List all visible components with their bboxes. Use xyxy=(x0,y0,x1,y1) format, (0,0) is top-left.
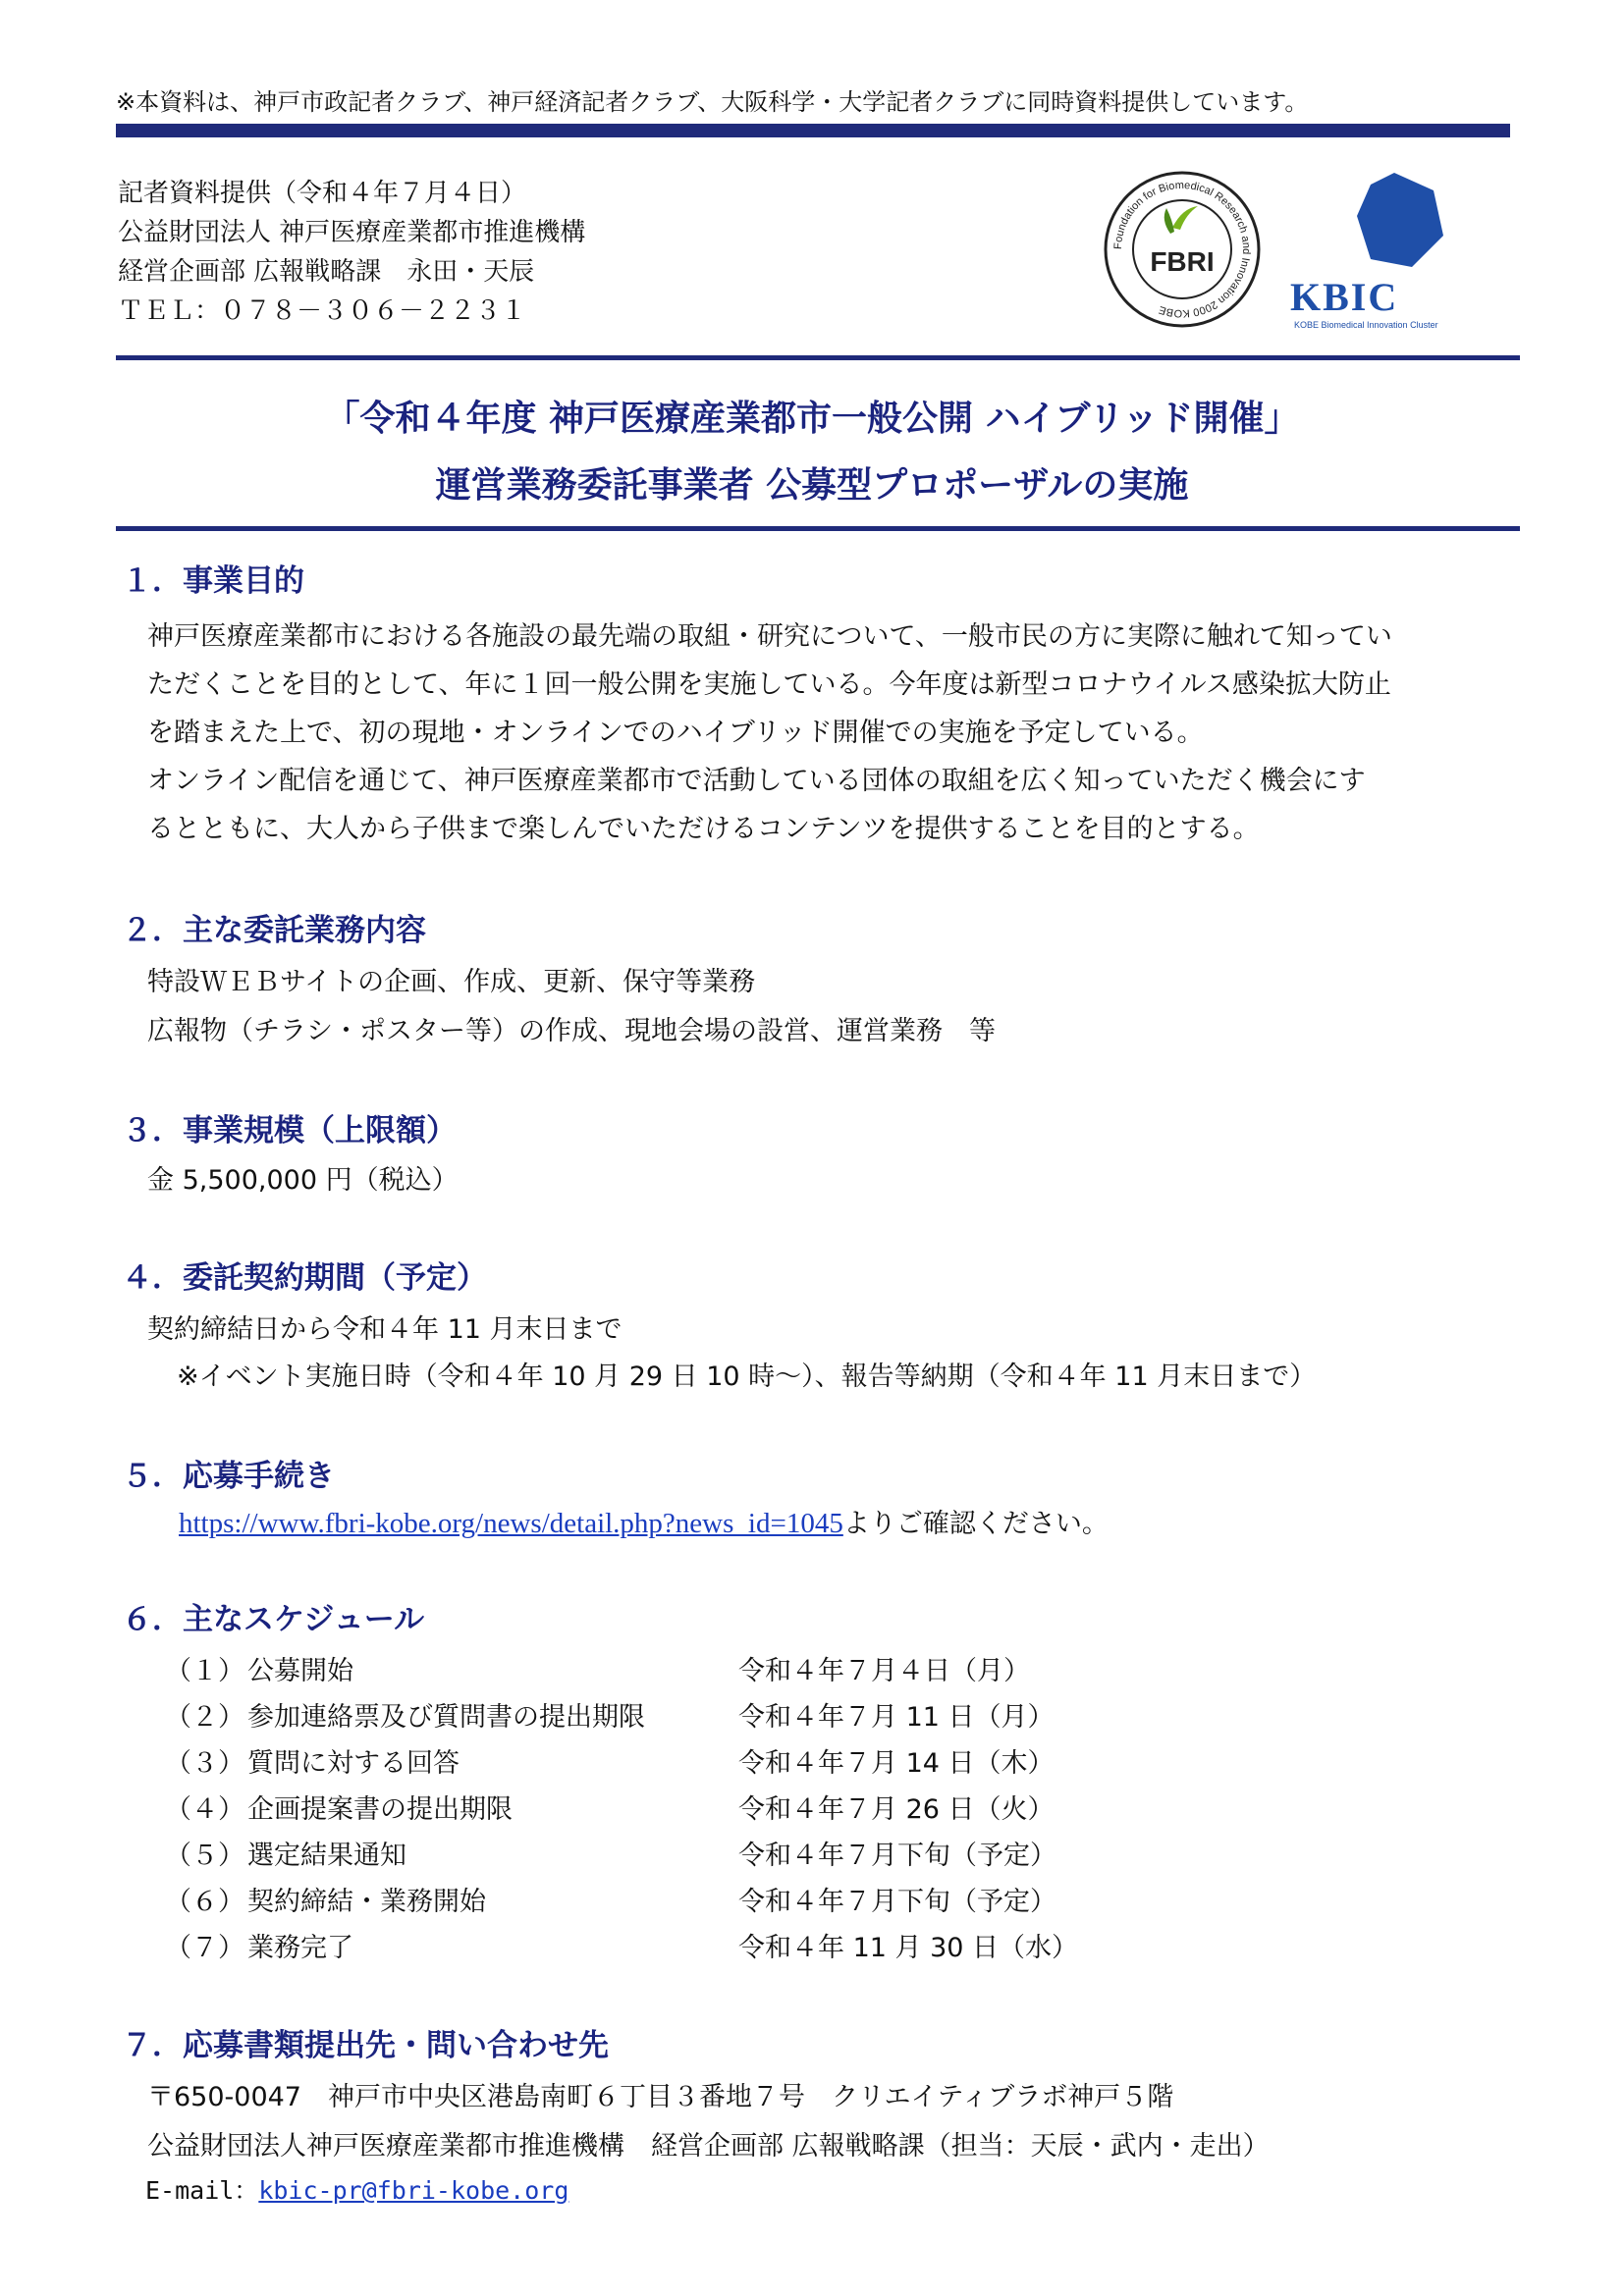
schedule-row-item: 公募開始 xyxy=(247,1656,353,1686)
contact-email-line xyxy=(145,2171,568,2207)
schedule-row-item: 選定結果通知 xyxy=(247,1841,406,1871)
title-bottom-rule xyxy=(116,526,1520,531)
section-1-line: を踏まえた上で、初の現地・オンラインでのハイブリッド開催での実施を予定している。 xyxy=(147,718,1204,748)
section-6-heading: ６．主なスケジュール xyxy=(122,1602,425,1637)
contract-period: 契約締結日から令和４年 11 月末日まで xyxy=(147,1314,623,1345)
schedule-row-date: 令和４年７月下旬（予定） xyxy=(738,1841,1056,1871)
document-title-line1: 「令和４年度 神戸医療産業都市一般公開 ハイブリッド開催」 xyxy=(324,399,1300,439)
schedule-row-item: 契約締結・業務開始 xyxy=(247,1887,486,1917)
section-2-heading: ２．主な委託業務内容 xyxy=(122,913,426,948)
schedule-row-num: （５） xyxy=(165,1841,244,1871)
schedule-row-item: 質問に対する回答 xyxy=(247,1748,460,1779)
schedule-row-num: （４） xyxy=(165,1794,244,1825)
schedule-row-num: （３） xyxy=(165,1748,244,1779)
contact-line-date: 記者資料提供（令和４年７月４日） xyxy=(118,179,527,208)
contact-line-org: 公益財団法人 神戸医療産業都市推進機構 xyxy=(118,218,586,247)
section-1-line: オンライン配信を通じて、神戸医療産業都市で活動している団体の取組を広く知っていただく機会にす xyxy=(147,766,1366,796)
section-3-heading: ３．事業規模（上限額） xyxy=(122,1113,457,1148)
fbri-ring-text: Foundation for Biomedical Research and Innovation 2000 KOBE xyxy=(1111,179,1253,320)
schedule-row-item: 参加連絡票及び質問書の提出期限 xyxy=(247,1702,645,1733)
kbic-logo xyxy=(1286,165,1473,334)
schedule-row-date: 令和４年 11 月 30 日（水） xyxy=(738,1933,1079,1963)
section-5-heading: ５．応募手続き xyxy=(122,1459,335,1494)
schedule-row-num: （７） xyxy=(165,1933,244,1963)
fbri-logo xyxy=(1102,169,1263,330)
press-notice: ※本資料は、神戸市政記者クラブ、神戸経済記者クラブ、大阪科学・大学記者クラブに同時資料提供しています。 xyxy=(116,88,1309,116)
section-4-heading: ４．委託契約期間（予定） xyxy=(122,1260,487,1296)
contact-address: 〒650-0047 神戸市中央区港島南町６丁目３番地７号 クリエイティブラボ神戸５階 xyxy=(147,2082,1174,2112)
email-label: E-mail： xyxy=(145,2176,259,2205)
contact-line-dept: 経営企画部 広報戦略課 永田・天辰 xyxy=(118,257,535,287)
section-1-line: ただくことを目的として、年に１回一般公開を実施している。今年度は新型コロナウイルス感染拡大防止 xyxy=(147,669,1391,700)
schedule-row-date: 令和４年７月下旬（予定） xyxy=(738,1887,1056,1917)
contact-line-tel: ＴＥＬ：０７８－３０６－２２３１ xyxy=(118,296,527,326)
application-link-suffix: よりご確認ください。 xyxy=(842,1509,1109,1539)
event-date-note: ※イベント実施日時（令和４年 10 月 29 日 10 時～）、報告等納期（令和４年 11 月末日まで） xyxy=(177,1362,1317,1392)
kbic-logo-text: KBIC xyxy=(1290,275,1399,319)
schedule-row-date: 令和４年７月 14 日（木） xyxy=(738,1748,1055,1779)
schedule-row-item: 業務完了 xyxy=(247,1933,353,1963)
section-1-line: 神戸医療産業都市における各施設の最先端の取組・研究について、一般市民の方に実際に触れて知ってい xyxy=(147,621,1392,652)
document-title-line2: 運営業務委託事業者 公募型プロポーザルの実施 xyxy=(435,465,1189,506)
application-line xyxy=(179,1502,1109,1540)
section-2-line: 広報物（チラシ・ポスター等）の作成、現地会場の設営、運営業務 等 xyxy=(147,1016,996,1046)
section-7-heading: ７．応募書類提出先・問い合わせ先 xyxy=(122,2028,609,2063)
schedule-row-date: 令和４年７月４日（月） xyxy=(738,1656,1030,1686)
fbri-logo-text: FBRI xyxy=(1150,246,1215,277)
kbic-logo-subtext: KOBE Biomedical Innovation Cluster xyxy=(1294,320,1438,330)
schedule-row-date: 令和４年７月 11 日（月） xyxy=(738,1702,1055,1733)
title-top-rule xyxy=(116,355,1520,360)
schedule-row-num: （１） xyxy=(165,1656,244,1686)
schedule-row-date: 令和４年７月 26 日（火） xyxy=(738,1794,1055,1825)
section-1-heading: １．事業目的 xyxy=(122,563,304,599)
header-divider-bar xyxy=(116,124,1510,137)
schedule-row-num: （６） xyxy=(165,1887,244,1917)
contact-organization: 公益財団法人神戸医療産業都市推進機構 経営企画部 広報戦略課（担当：天辰・武内・走出） xyxy=(147,2131,1270,2162)
schedule-row-num: （２） xyxy=(165,1702,244,1733)
section-2-line: 特設ＷＥＢサイトの企画、作成、更新、保守等業務 xyxy=(147,967,756,997)
application-link[interactable]: https://www.fbri-kobe.org/news/detail.php?news_id=1045 xyxy=(179,1508,843,1539)
section-1-line: るとともに、大人から子供まで楽しんでいただけるコンテンツを提供することを目的とする。 xyxy=(147,814,1260,844)
schedule-row-item: 企画提案書の提出期限 xyxy=(247,1794,513,1825)
contact-email-link[interactable]: kbic-pr@fbri-kobe.org xyxy=(258,2176,569,2205)
budget-amount: 金 5,500,000 円（税込） xyxy=(147,1165,459,1196)
